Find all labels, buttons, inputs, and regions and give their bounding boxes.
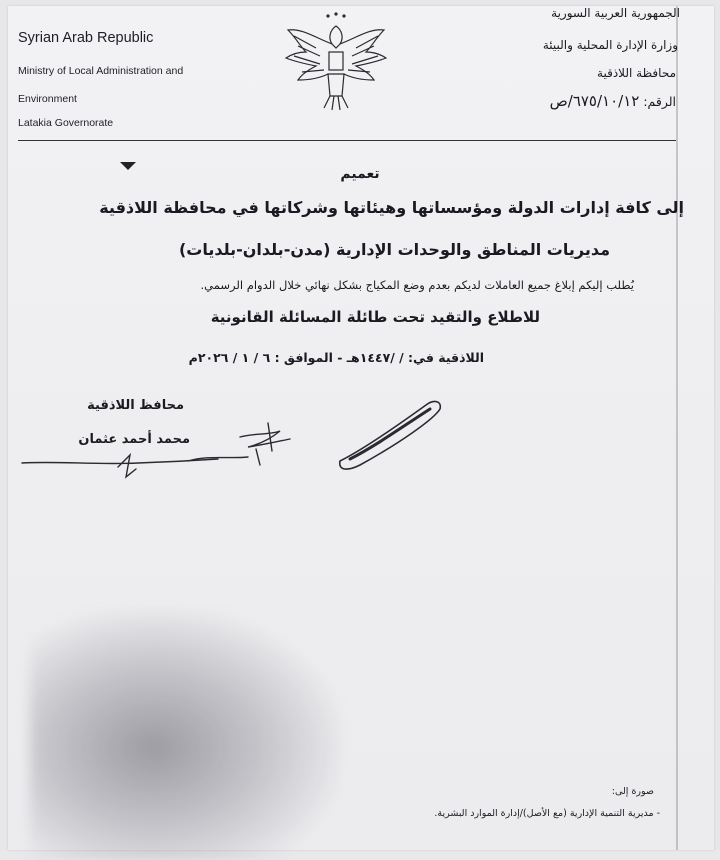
photo-shadow [30,610,340,860]
circular-instruction: يُطلب إليكم إبلاغ جميع العاملات لديكم بعدم وضع المكياج بشكل نهائي خلال الدوام الرسمي. [200,278,634,292]
ar-governorate-name: محافظة اللاذقية [597,66,676,80]
ar-country-name: الجمهورية العربية السورية [551,6,680,20]
en-ministry-line2: Environment [18,93,77,105]
recipients-line2: مديريات المناطق والوحدات الإدارية (مدن-بلدان-بلديات) [178,240,610,259]
document-title: تعميم [340,166,380,182]
handwritten-signature [18,415,318,495]
header-divider [18,140,676,141]
signatory-name: محمد أحمد عثمان [78,432,190,447]
date-line: اللاذقية في: / /١٤٤٧هـ - الموافق : ٦ / ١ / ٢٠٢٦م [188,350,484,365]
page-fold [676,6,678,850]
signatory-title: محافظ اللاذقية [87,398,184,413]
reference-label: الرقم: [643,94,676,109]
pen-mark [330,395,450,475]
reference-number [550,92,676,110]
reference-value: ٦٧٥/١٠/١٢/ص [549,92,640,110]
recipients-line1: إلى كافة إدارات الدولة ومؤسساتها وهيئاتها وشركاتها في محافظة اللاذقية [99,198,684,217]
copy-to-item: - مديرية التنمية الإدارية (مع الأصل)/إدارة الموارد البشرية. [434,808,660,819]
syrian-eagle-emblem [276,8,396,120]
ar-ministry-name: وزارة الإدارة المحلية والبيئة [542,38,678,52]
en-governorate: Latakia Governorate [18,117,114,129]
copy-to-label: صورة إلى: [611,786,654,797]
en-country-name: Syrian Arab Republic [18,30,154,46]
en-ministry-line1: Ministry of Local Administration and [18,65,184,77]
closing-statement: للاطلاع والتقيد تحت طائلة المسائلة القانونية [210,308,540,326]
